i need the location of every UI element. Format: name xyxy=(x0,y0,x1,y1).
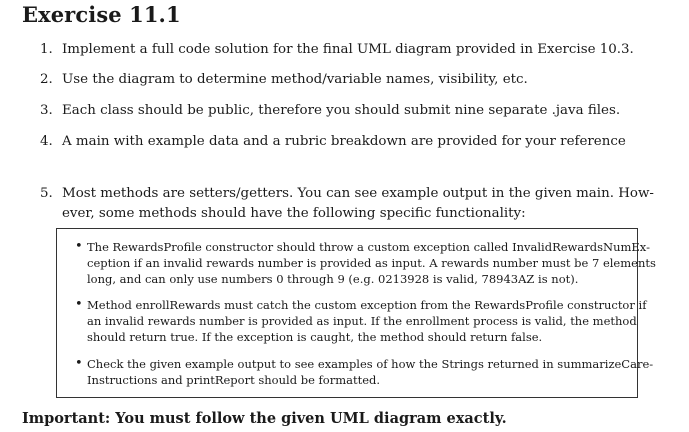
text-line: Most methods are setters/getters. You can see example output in the given main. How- xyxy=(62,186,654,201)
text-line: should return true. If the exception is caught, the method should return false. xyxy=(87,330,543,344)
text-line: The RewardsProfile constructor should throw a custom exception called InvalidRewardsNumEx- xyxy=(87,240,650,254)
list-item-1 xyxy=(40,40,634,59)
exercise-heading: Exercise 11.1 xyxy=(22,2,181,27)
bullet-text xyxy=(87,239,656,287)
list-item-text: Each class should be public, therefore you should submit nine separate .java files. xyxy=(62,103,621,118)
bullet-icon: • xyxy=(75,356,83,371)
text-line: an invalid rewards number is provided as input. If the enrollment process is valid, the method xyxy=(87,314,637,328)
list-item-number: 1. xyxy=(40,42,53,57)
text-line: Instructions and printReport should be formatted. xyxy=(87,373,381,387)
text-line: ception if an invalid rewards number is provided as input. A rewards number must be 7 elements xyxy=(87,256,656,270)
important-note: Important: You must follow the given UML diagram exactly. xyxy=(22,410,507,427)
text-line: long, and can only use numbers 0 through 9 (e.g. 0213928 is valid, 78943AZ is not). xyxy=(87,272,579,286)
list-item-number: 2. xyxy=(40,72,53,87)
bullet-text xyxy=(87,297,647,345)
list-item-text xyxy=(62,184,687,224)
list-item-number: 3. xyxy=(40,103,53,118)
text-line: Check the given example output to see examples of how the Strings returned in summarizeCare- xyxy=(87,357,654,371)
bullet-text xyxy=(87,356,654,388)
list-item-text: Use the diagram to determine method/variable names, visibility, etc. xyxy=(62,72,528,87)
list-item-2 xyxy=(40,70,528,89)
list-item-3 xyxy=(40,101,620,120)
list-item-text: Implement a full code solution for the final UML diagram provided in Exercise 10.3. xyxy=(62,42,634,57)
bullet-icon: • xyxy=(75,239,83,254)
functionality-box xyxy=(56,228,656,398)
text-line: ever, some methods should have the following specific functionality: xyxy=(62,206,526,221)
list-item-text: A main with example data and a rubric breakdown are provided for your reference xyxy=(62,134,626,149)
bullet-icon: • xyxy=(75,297,83,312)
text-line: Method enrollRewards must catch the custom exception from the RewardsProfile constructor if xyxy=(87,298,647,312)
list-item-4 xyxy=(40,132,626,151)
list-item-number: 4. xyxy=(40,134,53,149)
list-item-number: 5. xyxy=(40,186,53,201)
